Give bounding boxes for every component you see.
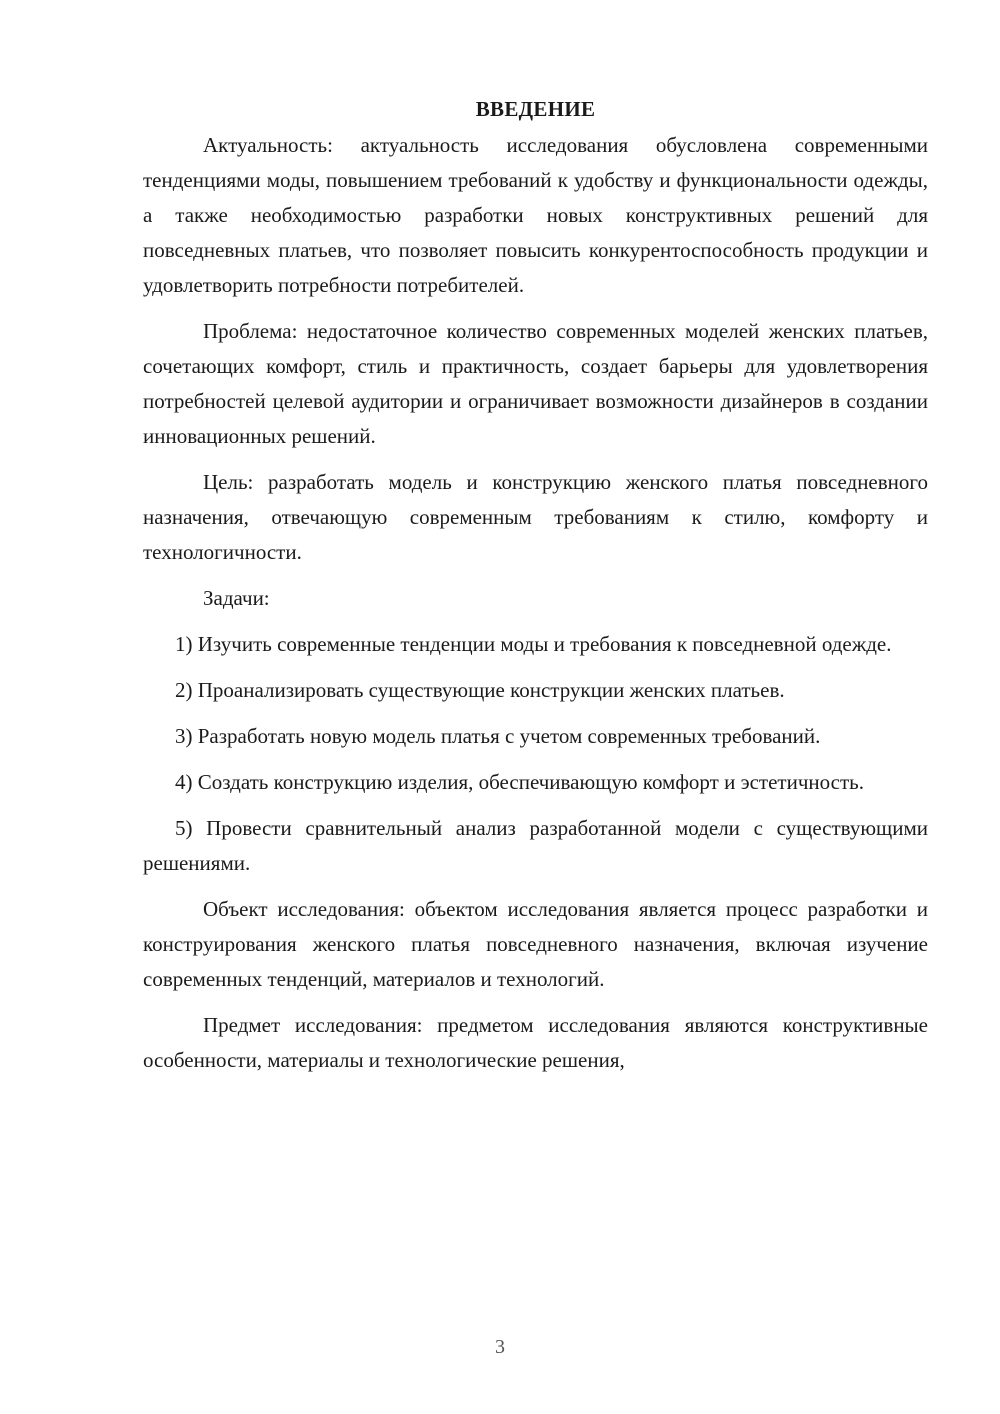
section-title: ВВЕДЕНИЕ	[475, 97, 596, 121]
paragraph-relevance: Актуальность: актуальность исследования обусловлена современными тенденциями моды, повышением требований к удобству и функциональности одежды, а также необходимостью разработки новых конструктивных решений для повседневных платьев, что позволяет повысить конкурентоспособность продукции и удовлетворить потребности потребителей.	[143, 133, 928, 297]
task-item-5: 5) Провести сравнительный анализ разработанной модели с существующими решениями.	[143, 816, 928, 875]
paragraph-tasks-heading: Задачи:	[203, 586, 270, 610]
task-item-4: 4) Создать конструкцию изделия, обеспечивающую комфорт и эстетичность.	[175, 770, 864, 794]
page-number: 3	[495, 1336, 505, 1358]
paragraph-goal: Цель: разработать модель и конструкцию женского платья повседневного назначения, отвечающую современным требованиям к стилю, комфорту и технологичности.	[143, 470, 928, 564]
document-page	[143, 92, 928, 1078]
paragraph-object: Объект исследования: объектом исследования является процесс разработки и конструирования женского платья повседневного назначения, включая изучение современных тенденций, материалов и технологий.	[143, 897, 928, 991]
task-item-1: 1) Изучить современные тенденции моды и требования к повседневной одежде.	[175, 632, 892, 656]
task-item-3: 3) Разработать новую модель платья с учетом современных требований.	[175, 724, 821, 748]
task-item-2: 2) Проанализировать существующие конструкции женских платьев.	[175, 678, 785, 702]
paragraph-subject: Предмет исследования: предметом исследования являются конструктивные особенности, материалы и технологические решения,	[143, 1013, 928, 1072]
paragraph-problem: Проблема: недостаточное количество современных моделей женских платьев, сочетающих комфорт, стиль и практичность, создает барьеры для удовлетворения потребностей целевой аудитории и ограничивает возможности дизайнеров в создании инновационных решений.	[143, 319, 928, 448]
